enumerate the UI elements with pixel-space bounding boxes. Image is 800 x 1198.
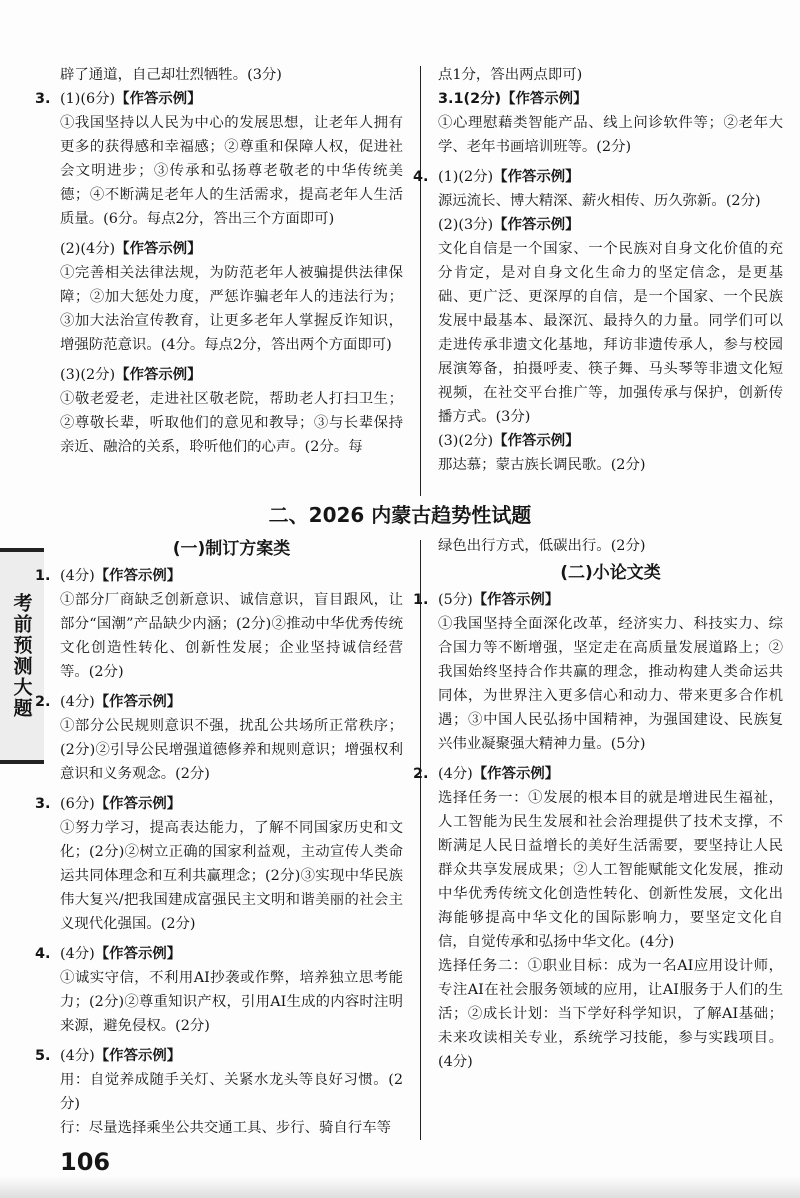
part-heading: [60, 363, 403, 387]
answer-text: 选择任务二：①职业目标：成为一名AI应用设计师，专注AI在社会服务领域的应用，让AI服务于人们的生活；②成长计划：当下学好科学知识，了解AI基础；未来攻读相关专业，系统学习技能，参与实践项目。(4分): [438, 958, 783, 1070]
answer-text: 选择任务一：①发展的根本目的就是增进民生福祉，人工智能为民生发展和社会治理提供了技术支撑，不断满足人民日益增长的美好生活需要，要坚持让人民群众共享发展成果；②人工智能赋能文化发展，推动中华优秀传统文化创造性转化、创新性发展，文化出海能够提高中华文化的国际影响力，要坚定文化自信，自觉传承和弘扬中华文化。(4分): [438, 790, 783, 950]
answer-text: ①心理慰藉类智能产品、线上问诊软件等；②老年大学、老年书画培训班等。(2分): [438, 115, 783, 155]
part-head: (4分): [60, 946, 95, 962]
section-title: 二、2026 内蒙古趋势性试题: [268, 503, 532, 527]
part-head: (1)(2分): [438, 169, 494, 185]
answer-tag: 【作答示例】: [94, 568, 182, 584]
column-divider: [420, 540, 421, 1140]
side-label-text: 考前预测大题: [10, 593, 33, 719]
part-head: (2)(4分): [60, 241, 116, 257]
answer-tag: 【作答示例】: [115, 241, 202, 257]
page-number: 106: [60, 1148, 111, 1176]
column-divider: [420, 66, 421, 496]
question-3-1-heading: [438, 87, 783, 111]
answer-text: ①完善相关法律法规，为防范老年人被骗提供法律保障；②加大惩处力度，严惩诈骗老年人的违法行为；③加大法治宣传教育，让更多老年人掌握反诈知识，增强防范意识。(4分。每点2分，答出两个方面即可): [60, 265, 403, 353]
part-head: (1)(6分): [60, 91, 116, 107]
answer-tag: 【作答示例】: [94, 946, 182, 962]
question-4-heading: [413, 165, 783, 189]
question-number: 3.: [35, 91, 51, 107]
answer-tag: 【作答示例】: [94, 1048, 182, 1064]
part-head: (4分): [438, 766, 473, 782]
bottom-right-column: [413, 534, 783, 1074]
answer-tag: 【作答示例】: [501, 91, 588, 107]
answer-tag: 【作答示例】: [493, 433, 580, 449]
item-heading: [413, 588, 783, 612]
intro-text: 点1分，答出两点即可): [438, 67, 583, 83]
answer-tag: 【作答示例】: [94, 796, 182, 812]
answer-tag: 【作答示例】: [94, 694, 182, 710]
answer-text: ①敬老爱老，走进社区敬老院，帮助老人打扫卫生；②尊敬长辈，听取他们的意见和教导；③与长辈保持亲近、融洽的关系，聆听他们的心声。(2分。每: [60, 391, 403, 455]
question-number: 3.1(2分): [438, 91, 502, 107]
question-number: 4.: [35, 946, 51, 962]
answer-text: ①部分厂商缺乏创新意识、诚信意识，盲目跟风，让部分“国潮”产品缺少内涵；(2分)②推动中华优秀传统文化创造性转化、创新性发展；企业坚持诚信经营等。(2分): [60, 592, 403, 680]
part-head: (5分): [438, 592, 473, 608]
part-heading: [60, 237, 403, 261]
part-head: (6分): [60, 796, 95, 812]
answer-tag: 【作答示例】: [115, 367, 202, 383]
answer-text: ①努力学习，提高表达能力，了解不同国家历史和文化；(2分)②树立正确的国家利益观，主动宣传人类命运共同体理念和互利共赢理念；(2分)③实现中华民族伟大复兴/把我国建成富强民主文明和谐美丽的社会主义现代化强国。(2分): [60, 820, 403, 932]
answer-text: 文化自信是一个国家、一个民族对自身文化价值的充分肯定，是对自身文化生命力的坚定信念，是更基础、更广泛、更深厚的自信，是一个国家、一个民族发展中最基本、最深沉、最持久的力量。同学们可以走进传承非遗文化基地，拜访非遗传承人，参与校园展演筹备，拍摄呼麦、筷子舞、马头琴等非遗文化短视频，在社交平台推广等，加强传承与保护，创新传播方式。(3分): [438, 241, 783, 425]
question-number: 3.: [35, 796, 51, 812]
answer-tag: 【作答示例】: [472, 766, 560, 782]
part-heading: [438, 213, 783, 237]
part-head: (4分): [60, 1048, 95, 1064]
part-head: (3)(2分): [60, 367, 116, 383]
question-number: 4.: [413, 169, 429, 185]
intro-text: 绿色出行方式，低碳出行。(2分): [438, 538, 646, 554]
item-heading: [35, 942, 403, 966]
item-heading: [35, 1044, 403, 1068]
part-heading: [438, 429, 783, 453]
answer-tag: 【作答示例】: [493, 217, 580, 233]
page-edge-shadow: [0, 1176, 800, 1198]
question-number: 2.: [413, 766, 429, 782]
answer-text: ①我国坚持全面深化改革，经济实力、科技实力、综合国力等不断增强，坚定走在高质量发展道路上；②我国始终坚持合作共赢的理念，推动构建人类命运共同体，为世界注入更多信心和动力、带来更多合作机遇；③中国人民弘扬中国精神，为强国建设、民族复兴伟业凝聚强大精神力量。(5分): [438, 616, 783, 752]
part-head: (3)(2分): [438, 433, 494, 449]
subsection-title: (一)制订方案类: [172, 539, 291, 559]
subsection-title: (二)小论文类: [560, 563, 661, 583]
answer-text: 用：自觉养成随手关灯、关紧水龙头等良好习惯。(2分): [60, 1072, 403, 1112]
question-number: 2.: [35, 694, 51, 710]
bottom-left-column: [35, 534, 403, 1140]
item-heading: [35, 690, 403, 714]
intro-text: 辟了通道，自己却壮烈牺牲。(3分): [60, 67, 282, 83]
top-left-column: [35, 63, 403, 459]
answer-tag: 【作答示例】: [115, 91, 202, 107]
part-head: (4分): [60, 568, 95, 584]
item-heading: [35, 792, 403, 816]
question-number: 1.: [413, 592, 429, 608]
answer-text: 源远流长、博大精深、薪火相传、历久弥新。(2分): [438, 193, 761, 209]
answer-text: 那达慕；蒙古族长调民歌。(2分): [438, 457, 646, 473]
item-heading: [35, 564, 403, 588]
answer-tag: 【作答示例】: [472, 592, 560, 608]
answer-text: ①我国坚持以人民为中心的发展思想，让老年人拥有更多的获得感和幸福感；②尊重和保障人权，促进社会文明进步；③传承和弘扬尊老敬老的中华传统美德；④不断满足老年人的生活需求，提高老年人生活质量。(6分。每点2分，答出三个方面即可): [60, 115, 403, 227]
question-number: 1.: [35, 568, 51, 584]
answer-text: ①诚实守信，不利用AI抄袭或作弊，培养独立思考能力；(2分)②尊重知识产权，引用AI生成的内容时注明来源，避免侵权。(2分): [60, 970, 403, 1034]
part-head: (4分): [60, 694, 95, 710]
item-heading: [413, 762, 783, 786]
answer-text: ①部分公民规则意识不强，扰乱公共场所正常秩序；(2分)②引导公民增强道德修养和规则意识；增强权利意识和义务观念。(2分): [60, 718, 403, 782]
answer-tag: 【作答示例】: [493, 169, 580, 185]
question-number: 5.: [35, 1048, 51, 1064]
part-head: (2)(3分): [438, 217, 494, 233]
top-right-column: [413, 63, 783, 477]
question-3-heading: [35, 87, 403, 111]
answer-text: 行：尽量选择乘坐公共交通工具、步行、骑自行车等: [60, 1120, 391, 1136]
